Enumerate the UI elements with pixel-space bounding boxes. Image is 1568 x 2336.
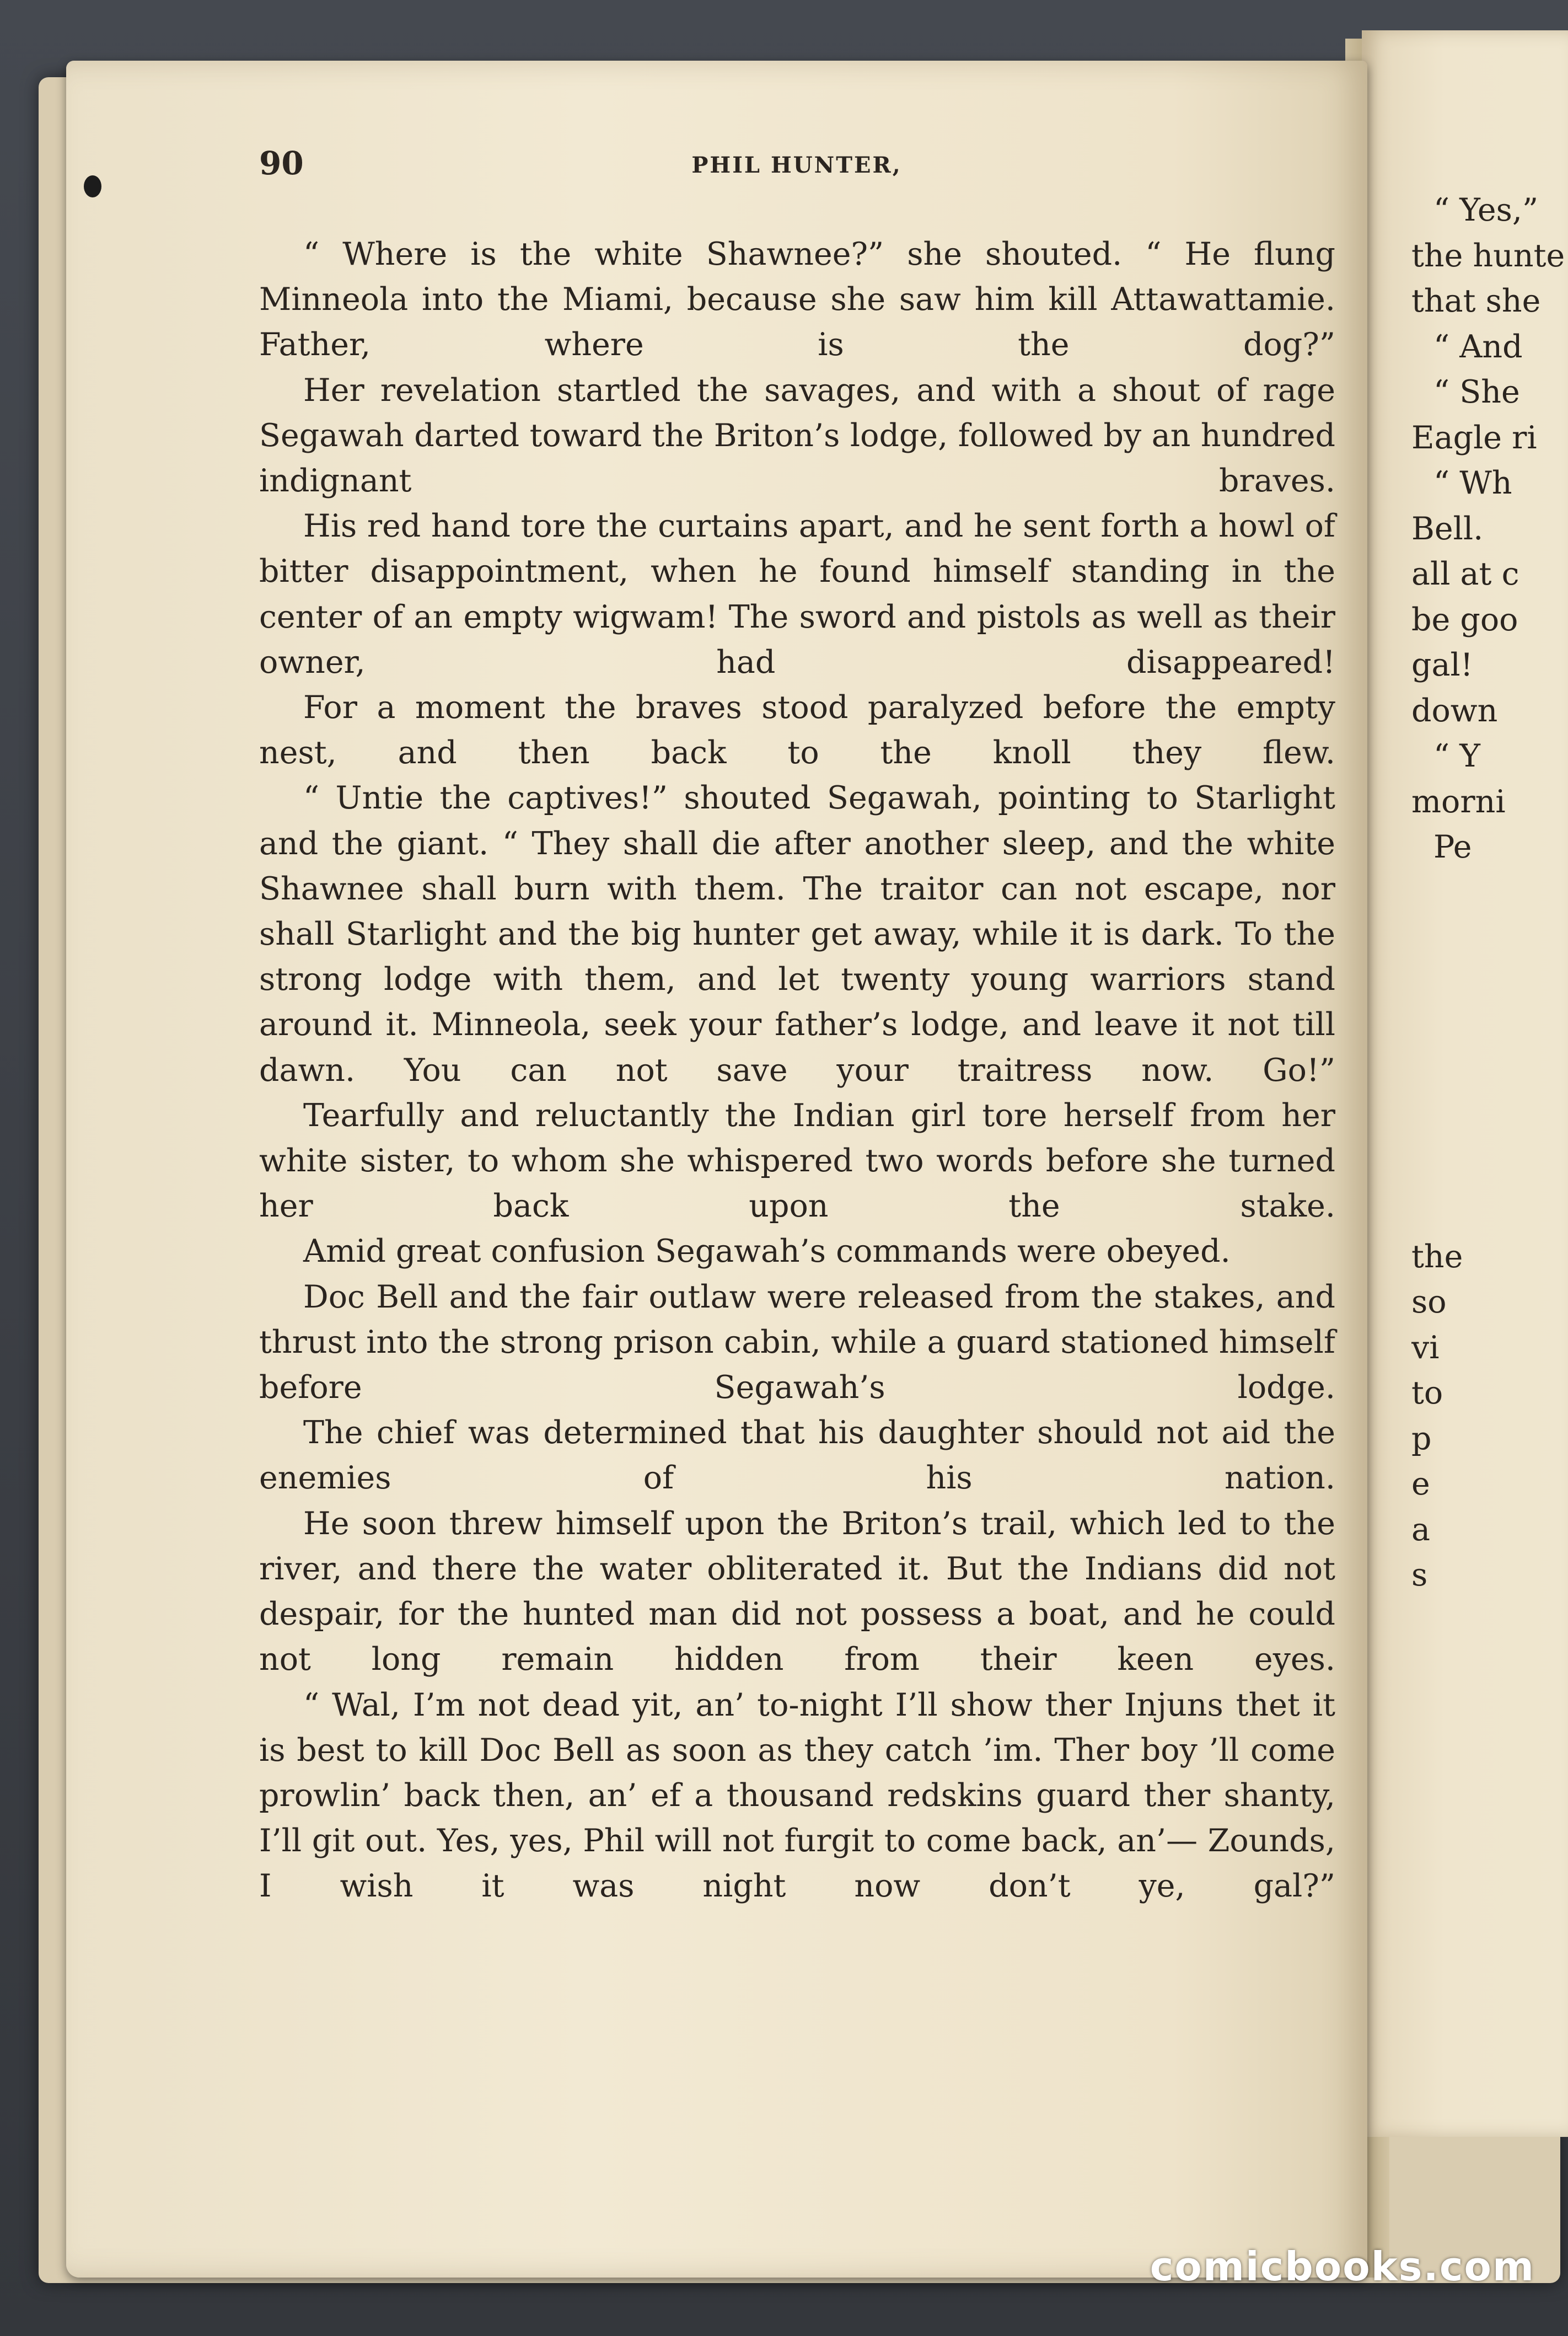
right-page-line: that she: [1411, 283, 1541, 319]
right-page-line: morni: [1411, 783, 1506, 820]
right-page-line: [1411, 1097, 1568, 1143]
paragraph: Amid great confusion Segawah’s commands were obeyed.: [303, 1233, 1231, 1270]
paragraph: His red hand tore the curtains apart, and he sent forth a howl of bitter disappointment, when he found himself standing in the center of an empty wigwam! The sword and pistols as well as their owner, had disappeared!: [259, 508, 1335, 681]
paragraph: The chief was determined that his daughter should not aid the enemies of his nation.: [259, 1415, 1335, 1497]
right-page-text: [1411, 187, 1568, 2062]
paragraph: “ Untie the captives!” shouted Segawah, pointing to Starlight and the giant. “ They shall die after another sleep, and the white Shawnee shall burn with them. The traitor can not escape, nor shall Starlight and the big hunter get away, while it is dark. To the strong lodge with them, and let twenty young warriors stand around it. Minneola, seek your father’s lodge, and leave it not till dawn. You can not save your traitress now. Go!”: [259, 780, 1335, 1089]
right-page-line: “ Yes,”: [1433, 192, 1539, 228]
watermark: comicbooks.com: [1150, 2243, 1535, 2290]
right-page-line: p: [1411, 1420, 1432, 1457]
binding-hole: [84, 175, 101, 197]
right-page-line: “ Y: [1433, 738, 1480, 774]
page-number: 90: [259, 144, 304, 182]
right-page-line: [1411, 915, 1568, 961]
right-page-line: a: [1411, 1511, 1430, 1548]
right-page-line: to: [1411, 1375, 1443, 1411]
right-page-line: down: [1411, 692, 1498, 729]
right-page-line: [1411, 1143, 1568, 1189]
right-page-line: the hunte: [1411, 237, 1565, 274]
paragraph: Her revelation startled the savages, and with a shout of rage Segawah darted toward the Briton’s lodge, followed by an hundred indignant braves.: [259, 372, 1335, 500]
right-page-line: “ She: [1433, 374, 1520, 410]
right-page-line: “ Wh: [1433, 465, 1512, 501]
right-page-line: [1411, 1188, 1568, 1234]
page-header: [259, 144, 1334, 189]
right-page-line: so: [1411, 1284, 1447, 1320]
paragraph: For a moment the braves stood paralyzed before the empty nest, and then back to the knoll they flew.: [259, 689, 1335, 771]
right-page-line: [1411, 1052, 1568, 1098]
right-page-line: Bell.: [1411, 510, 1484, 547]
paragraph: Tearfully and reluctantly the Indian girl tore herself from her white sister, to whom she whispered two words before she turned her back upon the stake.: [259, 1097, 1335, 1225]
right-page-line: Eagle ri: [1411, 419, 1537, 456]
paragraph: “ Wal, I’m not dead yit, an’ to-night I’ll show ther Injuns thet it is best to kill Doc Bell as soon as they catch ’im. Ther boy ’ll come prowlin’ back then, an’ ef a thousand redskins guard ther shanty, I’ll git out. Yes, yes, Phil will not furgit to come back, an’— Zounds, I wish it was night now don’t ye, gal?”: [259, 1686, 1335, 1905]
running-head: PHIL HUNTER,: [691, 152, 902, 178]
right-page-line: gal!: [1411, 647, 1473, 683]
right-page-line: e: [1411, 1466, 1430, 1502]
right-page-line: be goo: [1411, 601, 1518, 638]
right-page-line: Pe: [1433, 829, 1472, 865]
right-page-line: [1411, 961, 1568, 1007]
paragraph: “ Where is the white Shawnee?” she shouted. “ He flung Minneola into the Miami, because she saw him kill Attawattamie. Father, where is the dog?”: [259, 236, 1335, 363]
right-page-line: [1411, 870, 1568, 916]
right-page-line: the: [1411, 1238, 1463, 1275]
right-page-line: [1411, 1006, 1568, 1052]
right-page-line: “ And: [1433, 328, 1523, 365]
right-page-line: vi: [1411, 1329, 1440, 1366]
body-text: [259, 232, 1335, 1909]
paragraph: Doc Bell and the fair outlaw were released from the stakes, and thrust into the strong prison cabin, while a guard stationed himself before Segawah’s lodge.: [259, 1278, 1335, 1406]
right-page-line: s: [1411, 1557, 1428, 1593]
right-page-line: all at c: [1411, 556, 1519, 592]
paragraph: He soon threw himself upon the Briton’s trail, which led to the river, and there the water obliterated it. But the Indians did not despair, for the hunted man did not possess a boat, and he could not long remain hidden from their keen eyes.: [259, 1505, 1335, 1678]
